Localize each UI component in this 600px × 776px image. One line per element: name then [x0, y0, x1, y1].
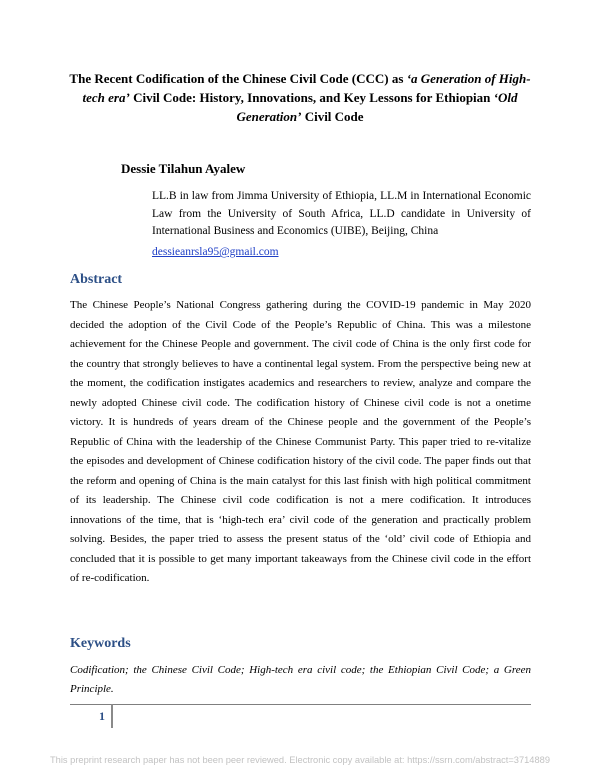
- author-email-link[interactable]: dessieanrsla95@gmail.com: [152, 246, 279, 258]
- author-affiliation: LL.B in law from Jimma University of Ethiopia, LL.M in International Economic Law from the University of South Africa, LL.D candidate in University of International Business and Economics (UIBE), Beijing, China: [152, 190, 531, 238]
- title-part-3: Civil Code: [301, 109, 364, 124]
- paper-title: [60, 69, 540, 126]
- title-part-1: The Recent Codification of the Chinese Civil Code (CCC) as: [69, 71, 407, 86]
- keywords-text: Codification; the Chinese Civil Code; High-tech era civil code; the Ethiopian Civil Code; a Green Principle.: [70, 664, 531, 695]
- preprint-watermark: This preprint research paper has not been peer reviewed. Electronic copy available at: https://ssrn.com/abstract=3714889: [50, 755, 550, 765]
- author-name: Dessie Tilahun Ayalew: [121, 161, 246, 176]
- title-italic-2: ‘Old Generation’: [236, 90, 518, 124]
- page-number: 1: [99, 709, 105, 723]
- footer-divider: [70, 704, 531, 705]
- title-part-2: Civil Code: History, Innovations, and Key Lessons for Ethiopian: [129, 90, 494, 105]
- footer-page-separator: [111, 704, 113, 728]
- abstract-text: The Chinese People’s National Congress gathering during the COVID-19 pandemic in May 2020 decided the adoption of the Civil Code of the People’s Republic of China. This was a milestone achievement for the Chinese People and government. The civil code of China is the only first code for the country that strongly believes to have a continental legal system. From the perspective being new at the moment, the codification instigates academics and researchers to review, analyze and compare the newly adopted Chinese civil code. The codification history of Chinese civil code is not a onetime victory. It is hundreds of years dream of the Chinese people and the government of the People’s Republic of China with the leadership of the Chinese Communist Party. This paper tried to re-vitalize the episodes and development of Chinese codification history of the civil code. The paper finds out that the reform and opening of China is the main catalyst for this last finish with high political commitment of its leadership. The Chinese civil code codification is not a mere codification. It introduces innovations of the time, that is ‘high-tech era’ civil code of the generation and practically problem solving. Besides, the paper tried to assess the present status of the ‘old’ civil code of Ethiopia and concluded that it is possible to get many important takeaways from the Chinese civil code in the effort of re-codification.: [70, 299, 531, 584]
- keywords-heading: Keywords: [70, 636, 131, 651]
- title-italic-1: ‘a Generation of High-tech era’: [82, 71, 531, 105]
- abstract-heading: Abstract: [70, 272, 123, 287]
